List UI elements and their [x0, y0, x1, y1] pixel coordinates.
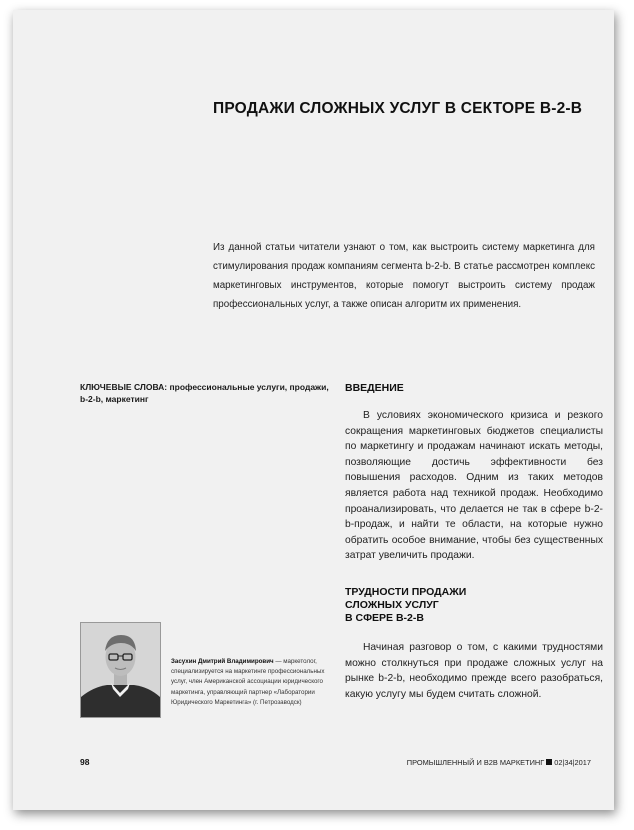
footer-journal [407, 758, 591, 767]
heading-line: СЛОЖНЫХ УСЛУГ [345, 599, 439, 611]
page-number: 98 [80, 757, 90, 767]
author-portrait-image [81, 623, 160, 717]
heading-line: В СФЕРЕ B-2-B [345, 612, 424, 624]
issue-number: 02|34|2017 [554, 758, 591, 767]
author-bio [171, 657, 337, 708]
section-body-difficulties: Начиная разговор о том, с какими трудностями можно столкнуться при продаже сложных услуг на рынке b-2-b, необходимо прежде всего разобраться, какую услугу мы будем считать сложной. [345, 642, 603, 700]
article-title: ПРОДАЖИ СЛОЖНЫХ УСЛУГ В СЕКТОРЕ B-2-B [213, 100, 583, 117]
heading-line: ТРУДНОСТИ ПРОДАЖИ [345, 586, 467, 598]
section-heading-difficulties [345, 586, 585, 625]
section-body-introduction: В условиях экономического кризиса и резкого сокращения маркетинговых бюджетов специалисты по маркетингу и продажам начинают искать методы, позволяющие достичь эффективности без повышения расходов. Одним из таких методов является работа над техникой продаж. Необходимо проанализировать, что делается не так в сфере b-2-b-продаж, и найти те области, на которые нужно обратить особое внимание, чтобы без существенных затрат увеличить продажи. [345, 410, 603, 562]
journal-name: ПРОМЫШЛЕННЫЙ И B2B МАРКЕТИНГ [406, 758, 545, 767]
author-description: — маркетолог, специализируется на маркетинге профессиональных услуг, член Американской ассоциации юридического маркетинга, управляющий партнер «Лаборатории Юридического Маркетинга» (г. Петрозаводск) [171, 658, 325, 706]
keywords: КЛЮЧЕВЫЕ СЛОВА: профессиональные услуги, продажи, b-2-b, маркетинг [80, 382, 329, 404]
author-name: Засухин Дмитрий Владимирович [171, 658, 274, 665]
journal-page [13, 10, 614, 810]
square-separator-icon [546, 759, 552, 765]
author-photo [80, 622, 161, 718]
section-heading-introduction: ВВЕДЕНИЕ [345, 382, 404, 394]
article-abstract: Из данной статьи читатели узнают о том, как выстроить систему маркетинга для стимулирования продаж компаниям сегмента b-2-b. В статье рассмотрен комплекс маркетинговых инструментов, которые помогут выстроить систему продаж профессиональных услуг, а также описан алгоритм их применения. [213, 242, 595, 310]
